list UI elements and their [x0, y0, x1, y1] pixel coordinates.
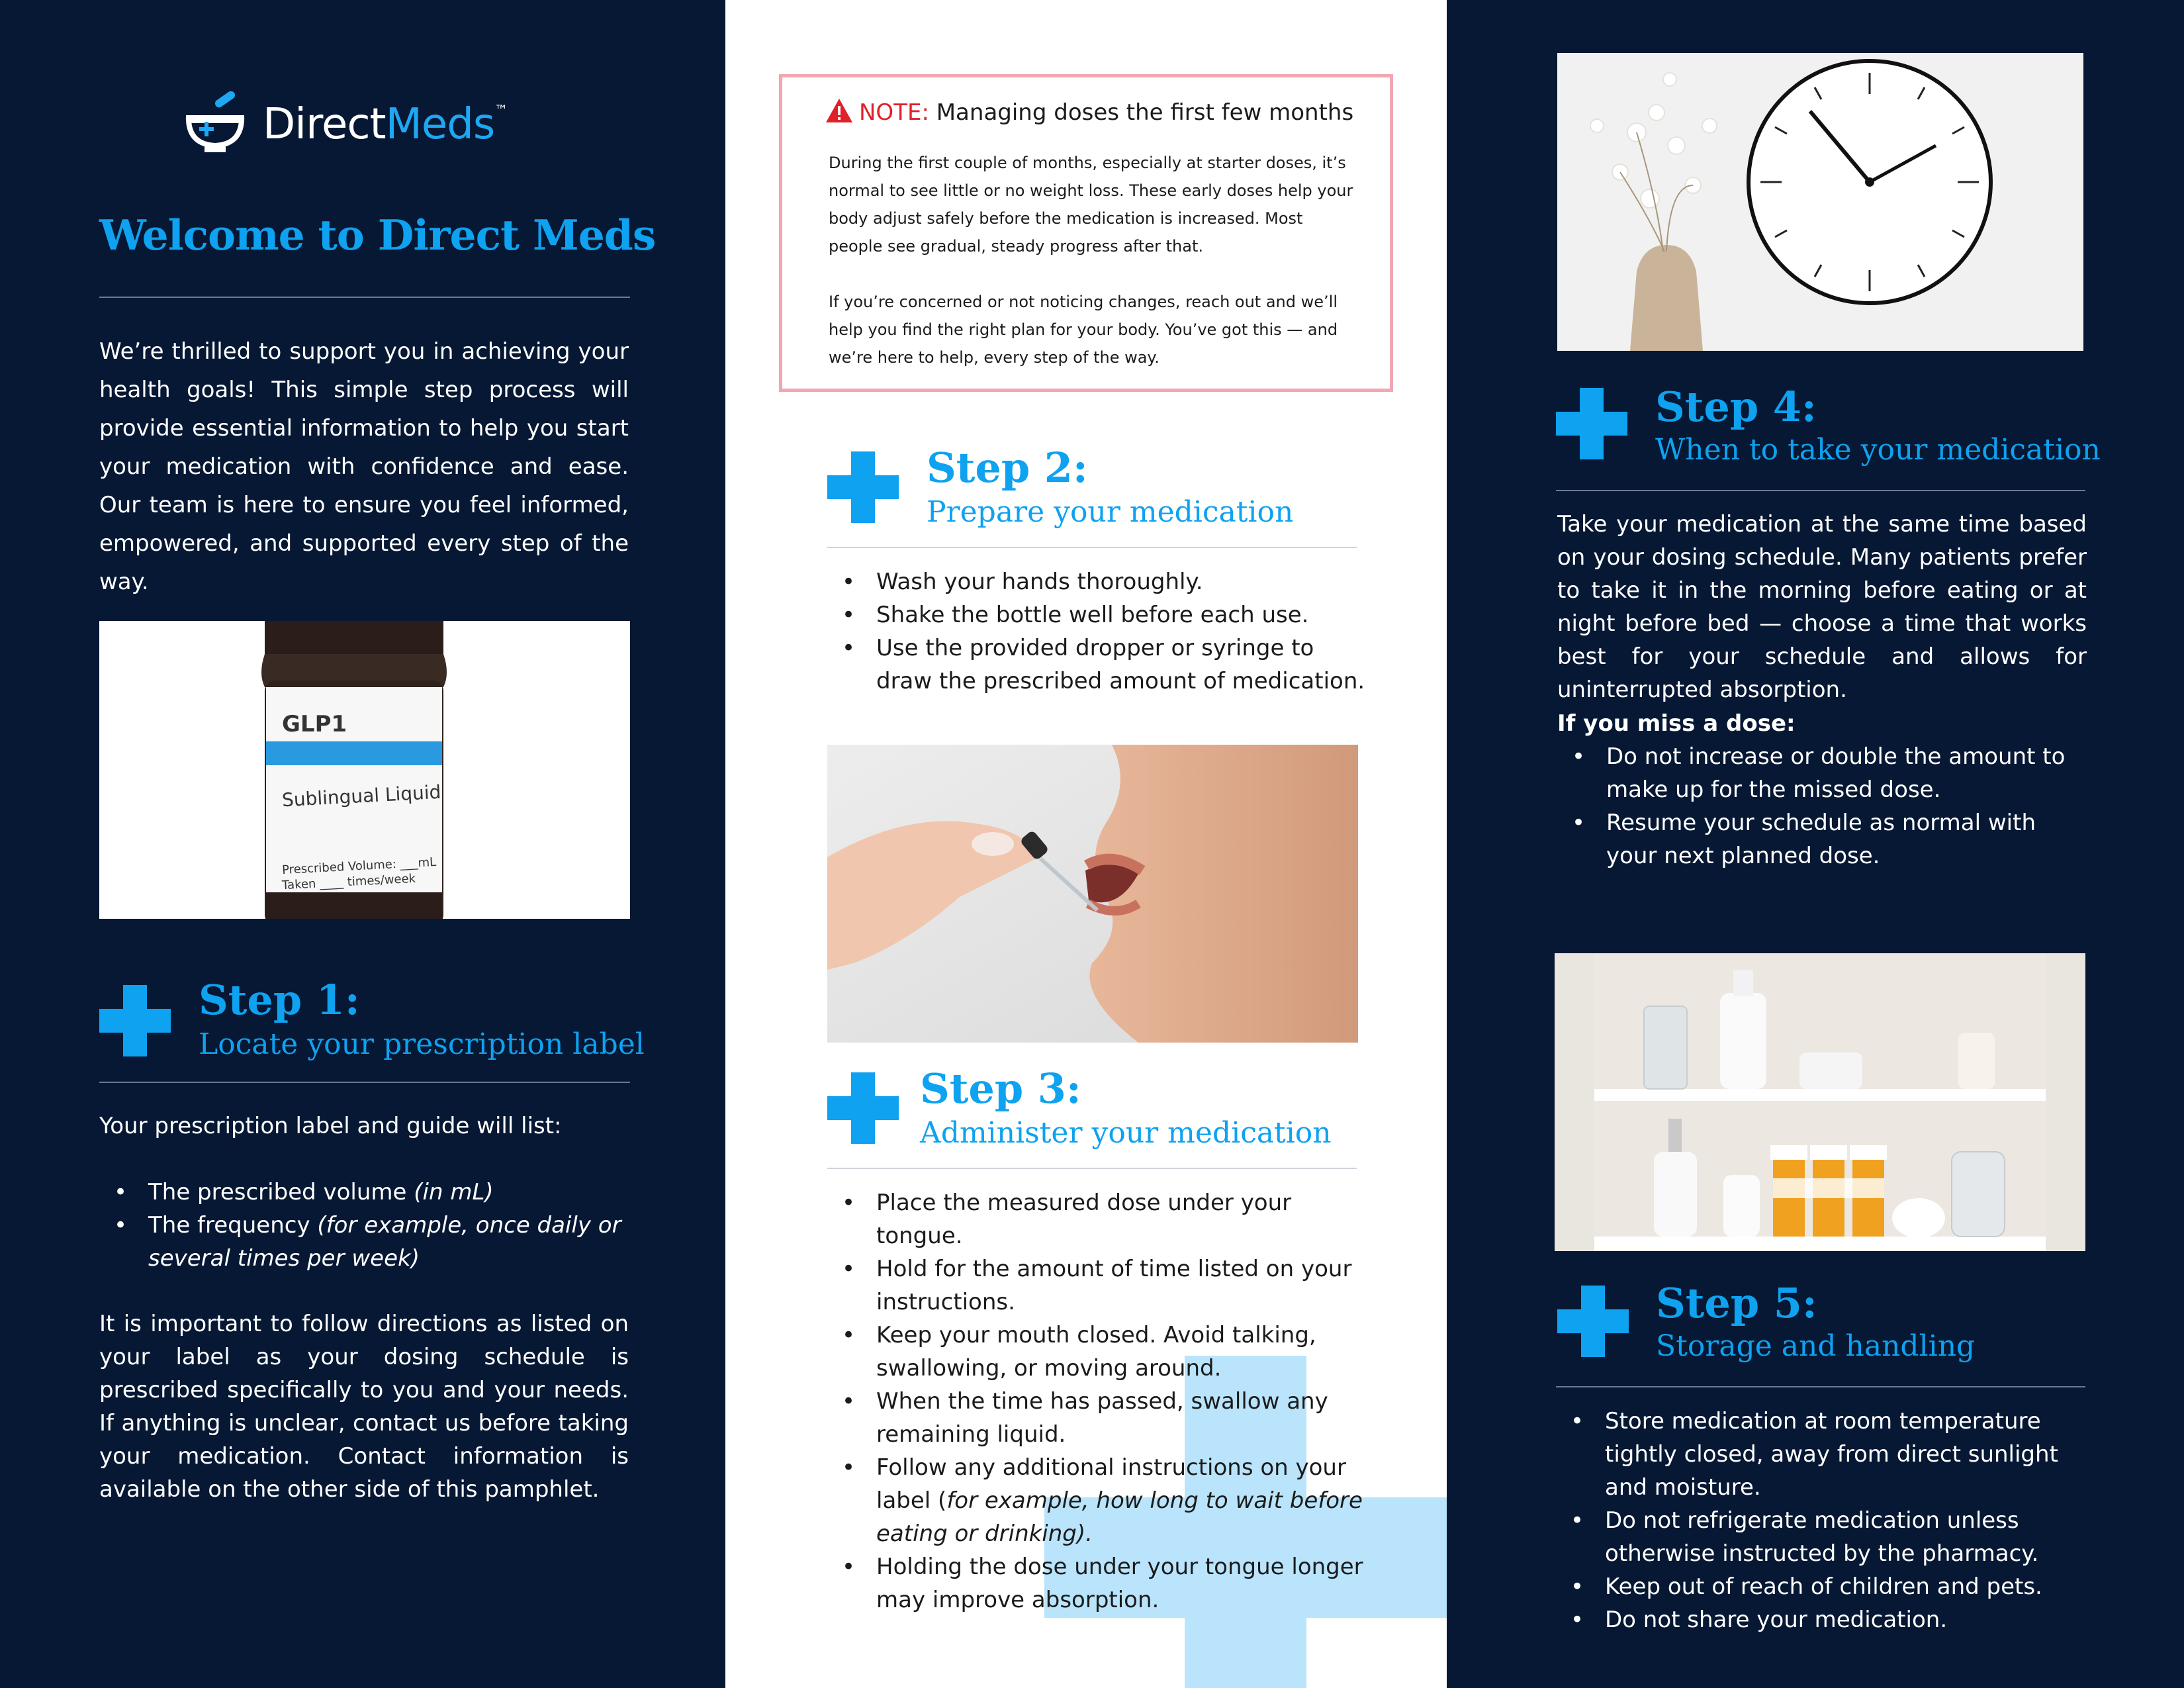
step3-list [827, 1186, 1370, 1617]
clock-image [1557, 53, 2083, 351]
plus-icon [1557, 1286, 1629, 1357]
step1-closing: It is important to follow directions as listed on your label as your dosing schedule is prescribed specifically to you and your needs. If anything is unclear, contact us before taking your medication. Contact information is available on the other side of this pamphlet. [99, 1311, 629, 1503]
list-item: • Wash your hands thoroughly. [827, 565, 1370, 598]
divider [827, 1168, 1357, 1169]
list-item: • Use the provided dropper or syringe to draw the prescribed amount of medication. [827, 632, 1370, 698]
list-item: • Keep out of reach of children and pets. [1556, 1570, 2085, 1603]
bottle-label-taken: Taken ____ times/week [281, 871, 416, 893]
note-paragraph: During the first couple of months, especially at starter doses, it’s normal to see little or no weight loss. These early doses help your body adjust safely before the medication is increased. Most people see gradual, steady progress after that. [829, 154, 1353, 256]
step1-title: Step 1: [199, 976, 360, 1024]
step3-subtitle: Administer your medication [920, 1116, 1332, 1150]
step2-list [827, 565, 1370, 698]
mortar-pestle-icon [182, 91, 248, 158]
cabinet-photo [1555, 953, 2085, 1251]
step5-title: Step 5: [1656, 1279, 1817, 1327]
note-body [829, 149, 1358, 399]
list-item: • Do not share your medication. [1556, 1603, 2085, 1636]
step4-subtitle: When to take your medication [1655, 433, 2101, 467]
list-item: • Resume your schedule as normal with your next planned dose. [1557, 806, 2093, 872]
step1-subtitle: Locate your prescription label [199, 1027, 645, 1061]
list-item: • When the time has passed, swallow any remaining liquid. [827, 1385, 1370, 1451]
note-box [779, 74, 1393, 392]
step2-title: Step 2: [927, 444, 1088, 492]
brand-logo [182, 85, 507, 164]
step1-lead: Your prescription label and guide will list: [99, 1113, 562, 1139]
list-item: • Do not increase or double the amount to make up for the missed dose. [1557, 740, 2093, 806]
list-item: • Place the measured dose under your tongue. [827, 1186, 1370, 1252]
list-item: • Keep your mouth closed. Avoid talking, swallowing, or moving around. [827, 1319, 1370, 1385]
list-item: • The frequency (for example, once daily or several times per week) [99, 1209, 630, 1275]
step2-subtitle: Prepare your medication [927, 495, 1294, 529]
missed-dose-heading: If you miss a dose: [1557, 710, 1796, 737]
plus-icon [1556, 388, 1627, 459]
list-item: • Shake the bottle well before each use. [827, 598, 1370, 632]
divider [99, 297, 630, 298]
list-item: • Store medication at room temperature tightly closed, away from direct sunlight and moisture. [1556, 1405, 2085, 1504]
brand-name: DirectMeds™ [263, 100, 508, 149]
intro-paragraph: We’re thrilled to support you in achieving your health goals! This simple step process will provide essential information to help you start your medication with confidence and ease. Our team is here to ensure you feel informed, empowered, and supported every step of the way. [99, 338, 629, 595]
bottle-label-volume: Prescribed Volume: ___mL [281, 855, 437, 878]
divider [827, 547, 1357, 548]
missed-dose-list [1557, 740, 2093, 872]
welcome-title: Welcome to Direct Meds [99, 211, 656, 259]
note-paragraph: If you’re concerned or not noticing changes, reach out and we’ll help you find the right plan for your body. You’ve got this — and we’re here to help, every step of the way. [829, 293, 1338, 367]
dropper-photo [827, 745, 1358, 1043]
dropper-image [827, 745, 1358, 1043]
right-panel [1447, 0, 2184, 1688]
left-panel [0, 0, 725, 1688]
note-heading: NOTE: Managing doses the first few months [825, 97, 1353, 126]
middle-panel [725, 0, 1447, 1688]
clock-photo [1557, 53, 2083, 351]
cabinet-image [1555, 953, 2085, 1251]
plus-icon [99, 985, 171, 1056]
list-item: • Do not refrigerate medication unless otherwise instructed by the pharmacy. [1556, 1504, 2085, 1570]
list-item: • The prescribed volume (in mL) [99, 1176, 630, 1209]
divider [1556, 1386, 2085, 1387]
step4-body: Take your medication at the same time based on your dosing schedule. Many patients prefer to take it in the morning before eating or at night before bed — choose a time that works best for your schedule and allows for uninterrupted absorption. [1557, 511, 2087, 703]
divider [1556, 490, 2085, 491]
bottle-label-type: Sublingual Liquid [281, 780, 442, 812]
list-item: • Holding the dose under your tongue longer may improve absorption. [827, 1550, 1370, 1617]
bottle-label-title: GLP1 [282, 711, 347, 737]
step3-title: Step 3: [920, 1064, 1081, 1113]
step1-list [99, 1176, 630, 1275]
list-item: • Follow any additional instructions on your label (for example, how long to wait before eating or drinking). [827, 1451, 1370, 1550]
plus-icon [827, 451, 899, 523]
warning-icon [825, 97, 854, 124]
bottle-photo [99, 621, 630, 919]
plus-icon [827, 1072, 899, 1144]
step5-subtitle: Storage and handling [1656, 1329, 1976, 1363]
step4-title: Step 4: [1655, 383, 1817, 431]
list-item: • Hold for the amount of time listed on your instructions. [827, 1252, 1370, 1319]
step5-list [1556, 1405, 2085, 1636]
divider [99, 1082, 630, 1083]
